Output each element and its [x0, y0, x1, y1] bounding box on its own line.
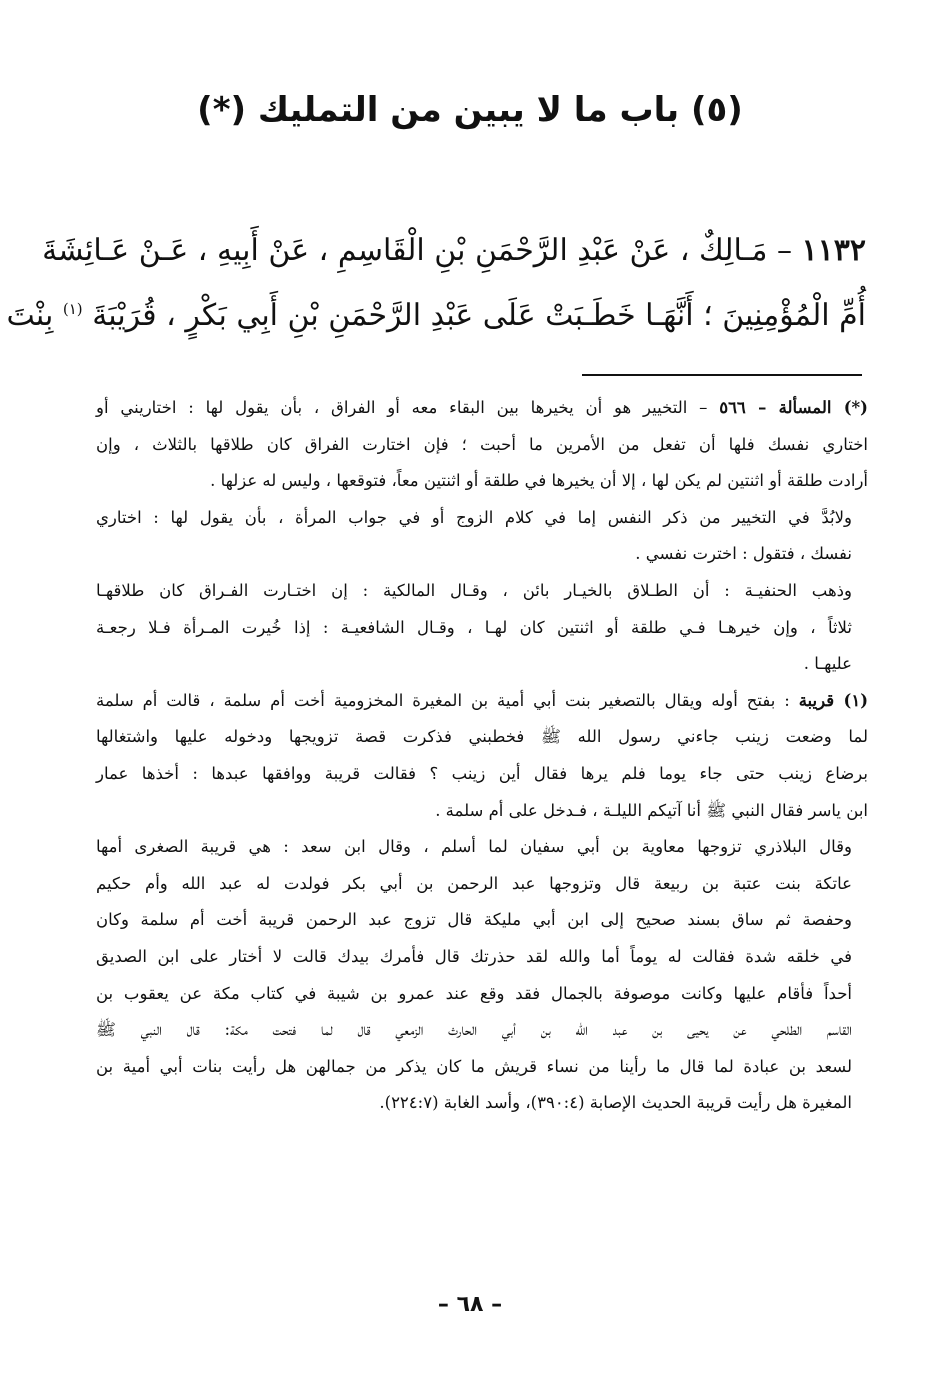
note-line: اختاري نفسك فلها أن تفعل من الأمرين ما أحبت ؛ فإن اختارت الفراق كان طلاقها بالثلاث ، وإن — [96, 434, 868, 454]
note-line: وقال البلاذري تزوجها معاوية بن أبي سفيان لما أسلم ، وقال ابن سعد : هي قريبة الصغرى أمها — [96, 837, 852, 857]
footnotes — [96, 390, 868, 1122]
hadith-text — [6, 222, 866, 345]
note-line — [96, 390, 868, 427]
footnote-divider — [582, 374, 862, 376]
note-text: : بفتح أوله ويقال بالتصغير بنت أبي أمية بن المغيرة المخزومية أخت أم سلمة ، قالت أم سلمة — [96, 690, 790, 710]
note-marker: (*) المسألة – ٥٦٦ — [719, 398, 868, 417]
note-line: عليهـا . — [803, 654, 852, 674]
note-line: وحفصة ثم ساق بسند صحيح إلى ابن أبي مليكة قال تزوج عبد الرحمن قريبة أخت أم سلمة وكان — [96, 910, 852, 930]
note-qurayba — [96, 683, 868, 829]
note-line: في خلقه شدة فقالت له يوماً أما والله لقد حذرتك قال فأمرك بيدك قالت لا أختار على ابن الصديق — [96, 946, 852, 966]
note-line: عاتكة بنت عتبة بن ربيعة قال وتزوجها عبد الرحمن بن أبي بكر فولدت له عبد الله وأم حكيم — [96, 873, 852, 893]
hadith-line — [42, 222, 866, 280]
note-line: القاسم الطلحي عن يحيى بن عبد الله بن أبي الحارث الزمعي قال لما فتحت مكة: قال النبي ﷺ — [96, 1020, 852, 1040]
hadith-line-2-end: بِنْتَ — [6, 298, 54, 333]
note-line: أحداً فأقام عليها وكانت موصوفة بالجمال فقد وقع عند عمرو بن شيبة في كتاب مكة عن يعقوب بن — [96, 983, 852, 1003]
note-line: ولابُدَّ في التخيير من ذكر النفس إما في كلام الزوج أو في جواب المرأة ، بأن يقول لها : اختاري — [96, 507, 852, 527]
page-number: – ٦٨ – — [437, 1292, 503, 1317]
note-masala — [96, 390, 868, 500]
note-marker: (١) قريبة — [798, 690, 868, 710]
note-line — [96, 683, 868, 720]
note-line: ابن ياسر فقال النبي ﷺ أنا آتيكم الليلـة ، فـدخل على أم سلمة . — [435, 800, 868, 820]
note-line: لما وضعت زينب جاءني رسول الله ﷺ فخطبني فذكرت قصة تزويجها ودخوله عليها واشتغالها — [96, 727, 869, 747]
footnote-reference: (١) — [62, 300, 83, 318]
note-line: ثلاثاً ، وإن خيرهـا فـي طلقة أو اثنتين كان لهـا ، وقـال الشافعيـة : إذا خُيرت المـرأة فـلا رجعـة — [96, 617, 852, 637]
note-line: نفسك ، فتقول : اخترت نفسي . — [635, 544, 852, 564]
note-madhahib — [96, 573, 868, 683]
note-text: – التخيير هو أن يخيرها بين البقاء معه أو الفراق ، بأن يقول لها : اختاريني أو — [96, 398, 708, 417]
note-line: لسعد بن عبادة لما قال ما رأينا من نساء قريش ما كان يذكر من جمالهن هل رأيت بنات أبي أمية بن — [96, 1056, 852, 1076]
hadith-line-2: أُمِّ الْمُؤْمِنِينَ ؛ أَنَّهَـا خَطَـبَتْ عَلَى عَبْدِ الرَّحْمَنِ بْنِ أَبِي بَكْرٍ ، قُرَيْبَةَ — [92, 298, 866, 333]
note-nafs — [96, 500, 868, 573]
hadith-number: ١١٣٢ — [801, 233, 866, 268]
chapter-title: (٥) باب ما لا يبين من التمليك (*) — [197, 90, 743, 130]
note-line: أرادت طلقة أو اثنتين لم يكن لها ، إلا أن يخيرها في طلقة أو اثنتين معاً، فتوقعها ، وليس له عزلها . — [210, 471, 868, 491]
note-line: وذهب الحنفيـة : أن الطـلاق بالخيـار بائن ، وقـال المالكية : إن اختـارت الفـراق كان طلاقهـا — [96, 580, 852, 600]
hadith-line-1: – مَـالِكٌ ، عَنْ عَبْدِ الرَّحْمَنِ بْنِ الْقَاسِمِ ، عَنْ أَبِيهِ ، عَـنْ عَـائِشَةَ — [42, 233, 792, 268]
note-line: المغيرة هل رأيت قريبة الحديث الإصابة (٣٩٠:٤)، وأسد الغابة (٢٢٤:٧). — [379, 1093, 852, 1113]
note-baladhuri — [96, 829, 868, 1122]
note-line: برضاع زينب حتى جاء يوما فلم يرها فقال أين زينب ؟ فقالت قريبة ووافقها عبدها : أخذها عمار — [96, 763, 868, 783]
hadith-line — [6, 280, 866, 345]
